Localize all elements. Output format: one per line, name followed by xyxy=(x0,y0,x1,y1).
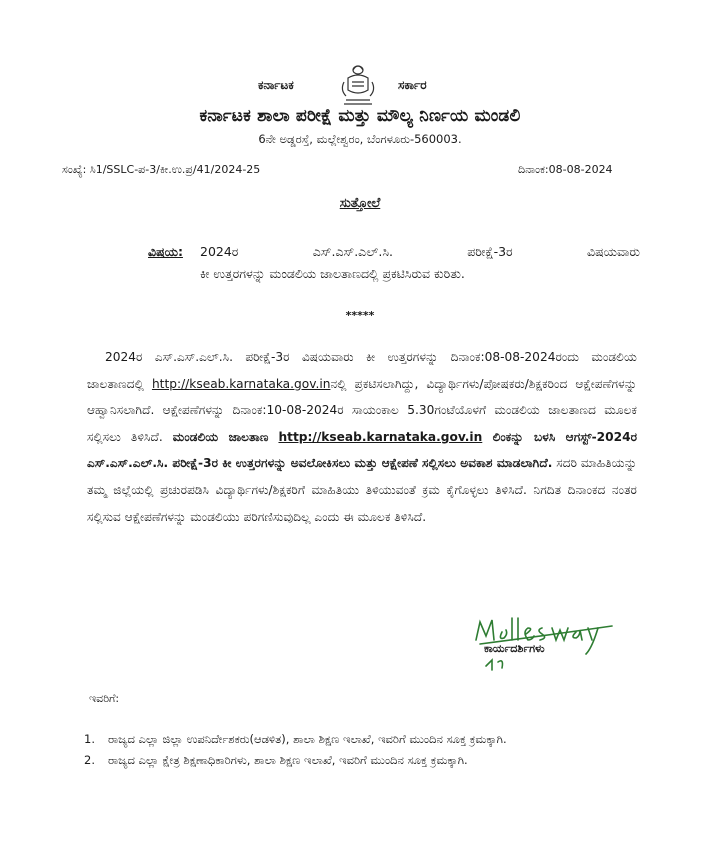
list-item-number: 1. xyxy=(84,732,95,746)
body-text-1: 2024ರ ಎಸ್.ಎಸ್.ಎಲ್.ಸಿ. ಪರೀಕ್ಷೆ-3ರ ವಿಷಯವಾರು ಕೀ ಉತ್ತರಗಳನ್ನು ದಿನಾಂಕ:08-08-2024ರಂದು ಮಂಡಲಿಯ ಜಾಲತಾಣದಲ್ಲಿ xyxy=(87,350,637,391)
website-link-2[interactable]: http://kseab.karnataka.gov.in xyxy=(278,429,483,444)
recipients-label: ಇವರಿಗೆ: xyxy=(89,692,120,705)
body-paragraph xyxy=(87,344,637,530)
list-item xyxy=(84,753,468,768)
state-emblem-icon xyxy=(336,60,380,108)
subject-label: ವಿಷಯ: xyxy=(148,244,183,259)
body-bold-2: ಲಿಂಕನ್ನು ಬಳಸಿ ಆಗಸ್ಟ್-2024ರ ಎಸ್.ಎಸ್.ಎಲ್.ಸಿ. ಪರೀಕ್ಷೆ-3ರ ಕೀ ಉತ್ತರಗಳನ್ನು ಅವಲೋಕಿಸಲು ಮತ್ತು ಆಕ್ಷೇಪಣೆ ಸಲ್ಲಿಸಲು ಅವಕಾಶ ಮಾಡಲಾಗಿದೆ. xyxy=(87,429,638,471)
body-text-3: ಸದರಿ ಮಾಹಿತಿಯನ್ನು ತಮ್ಮ ಜಿಲ್ಲೆಯಲ್ಲಿ ಪ್ರಚುರಪಡಿಸಿ ವಿದ್ಯಾರ್ಥಿಗಳು/ಶಿಕ್ಷಕರಿಗೆ ಮಾಹಿತಿಯು ತಿಳಿಯುವಂತೆ ಕ್ರಮ ಕೈಗೊಳ್ಳಲು ತಿಳಿಸಿದೆ. ನಿಗದಿತ ದಿನಾಂಕದ ನಂತರ ಸಲ್ಲಿಸುವ ಆಕ್ಷೇಪಣೆಗಳನ್ನು ಮಂಡಲಿಯು ಪರಿಗಣಿಸುವುದಿಲ್ಲ ಎಂದು ಈ ಮೂಲಕ ತಿಳಿಸಿದೆ. xyxy=(87,456,637,524)
government-label-right: ಸರ್ಕಾರ xyxy=(398,78,427,92)
government-label-left: ಕರ್ನಾಟಕ xyxy=(258,78,294,92)
board-name: ಕರ್ನಾಟಕ ಶಾಲಾ ಪರೀಕ್ಷೆ ಮತ್ತು ಮೌಲ್ಯ ನಿರ್ಣಯ ಮಂಡಲಿ xyxy=(199,106,521,126)
board-address: 6ನೇ ಅಡ್ಡರಸ್ತೆ, ಮಲ್ಲೇಶ್ವರಂ, ಬೆಂಗಳೂರು-560003. xyxy=(258,132,462,146)
reference-number: ಸಂಖ್ಯೆ: ಸಿ1/SSLC-ಪ-3/ಕೀ.ಉ.ಪ್ರ/41/2024-25 xyxy=(62,163,261,176)
subject-word: ವಿಷಯವಾರು xyxy=(587,244,640,259)
subject-word: 2024ರ xyxy=(200,244,239,259)
page-title: ಸುತ್ತೋಲೆ xyxy=(339,196,381,211)
list-item-text: ರಾಜ್ಯದ ಎಲ್ಲಾ ಕ್ಷೇತ್ರ ಶಿಕ್ಷಣಾಧಿಕಾರಿಗಳು, ಶಾಲಾ ಶಿಕ್ಷಣ ಇಲಾಖೆ, ಇವರಿಗೆ ಮುಂದಿನ ಸೂಕ್ತ ಕ್ರಮಕ್ಕಾಗಿ. xyxy=(108,753,468,767)
subject-line-1 xyxy=(200,244,640,260)
list-item-text: ರಾಜ್ಯದ ಎಲ್ಲಾ ಜಿಲ್ಲಾ ಉಪನಿರ್ದೇಶಕರು(ಆಡಳಿತ), ಶಾಲಾ ಶಿಕ್ಷಣ ಇಲಾಖೆ, ಇವರಿಗೆ ಮುಂದಿನ ಸೂಕ್ತ ಕ್ರಮಕ್ಕಾಗಿ. xyxy=(108,732,507,746)
list-item xyxy=(84,732,507,747)
body-bold-1: ಮಂಡಲಿಯ ಜಾಲತಾಣ xyxy=(172,429,269,444)
list-item-number: 2. xyxy=(84,753,95,767)
separator: ***** xyxy=(345,309,375,322)
subject-line-2: ಕೀ ಉತ್ತರಗಳನ್ನು ಮಂಡಲಿಯ ಜಾಲತಾಣದಲ್ಲಿ ಪ್ರಕಟಿಸಿರುವ ಕುರಿತು. xyxy=(200,266,465,281)
website-link-1[interactable]: http://kseab.karnataka.gov.in xyxy=(151,376,331,391)
signatory-designation: ಕಾರ್ಯದರ್ಶಿಗಳು xyxy=(484,642,545,655)
subject-word: ಪರೀಕ್ಷೆ-3ರ xyxy=(467,244,513,259)
subject-word: ಎಸ್.ಎಸ್.ಎಲ್.ಸಿ. xyxy=(312,244,393,259)
circular-date: ದಿನಾಂಕ:08-08-2024 xyxy=(518,163,613,176)
body-text-2: ನಲ್ಲಿ ಪ್ರಕಟಿಸಲಾಗಿದ್ದು, ವಿದ್ಯಾರ್ಥಿಗಳು/ಪೋಷಕರು/ಶಿಕ್ಷಕರಿಂದ ಆಕ್ಷೇಪಣೆಗಳನ್ನು ಆಹ್ವಾನಿಸಲಾಗಿದೆ. ಆಕ್ಷೇಪಣೆಗಳನ್ನು ದಿನಾಂಕ:10-08-2024ರ ಸಾಯಂಕಾಲ 5.30ಗಂಟೆಯೊಳಗೆ ಮಂಡಲಿಯ ಜಾಲತಾಣದ ಮೂಲಕ ಸಲ್ಲಿಸಲು ತಿಳಿಸಿದೆ. xyxy=(87,376,637,444)
